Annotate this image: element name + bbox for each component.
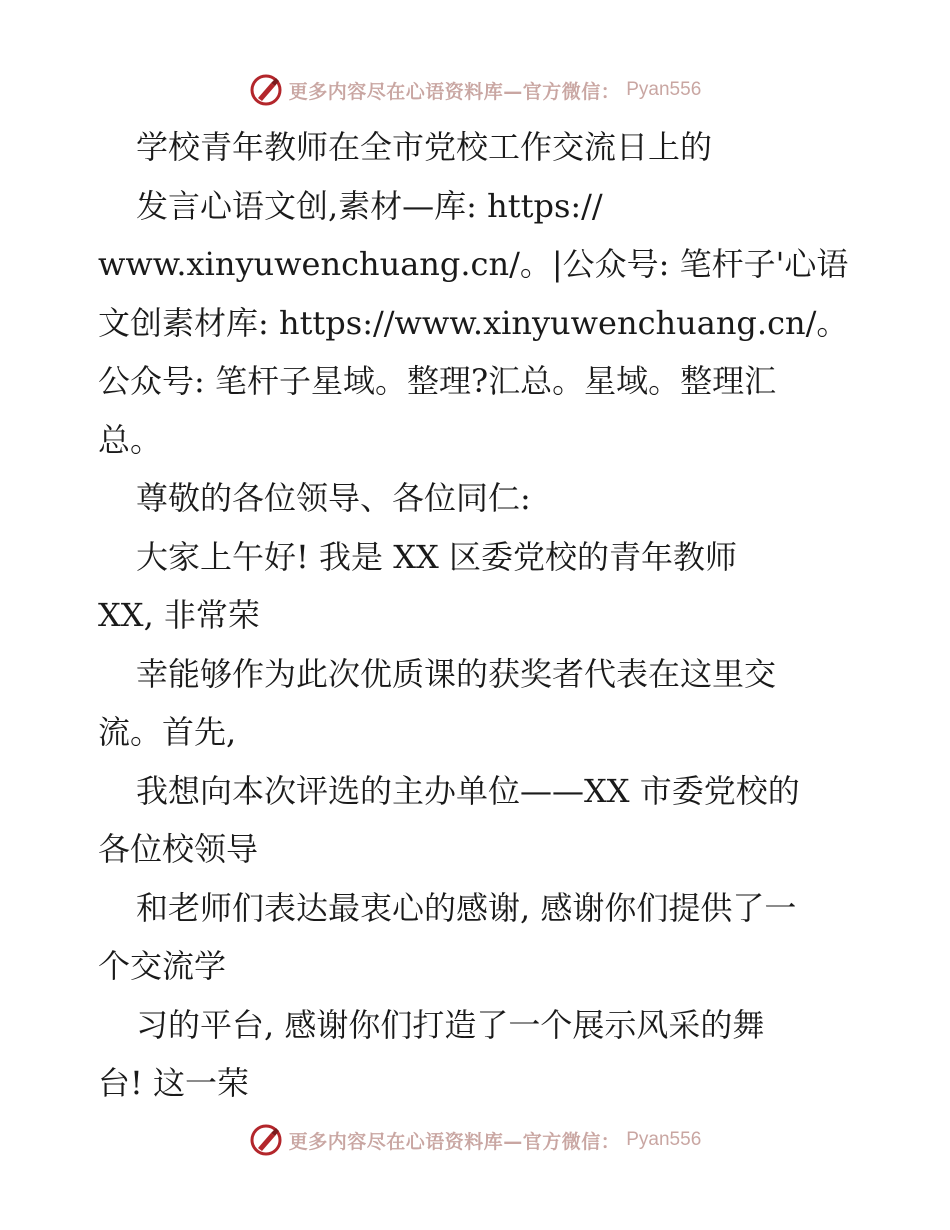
body-line: 总。 — [98, 420, 163, 459]
body-line: 台! 这一荣 — [98, 1064, 250, 1102]
body-line: XX, 非常荣 — [98, 596, 260, 634]
body-line: 流。首先, — [98, 713, 237, 751]
document-body — [98, 118, 858, 1113]
body-line: 尊敬的各位领导、各位同仁: — [136, 479, 531, 517]
header-watermark-banner — [0, 70, 950, 110]
body-line: 大家上午好! 我是 XX 区委党校的青年教师 — [136, 537, 737, 576]
header-banner-wechat-id: Pyan556 — [626, 79, 702, 100]
footer-watermark-banner — [0, 1120, 950, 1160]
body-line: 个交流学 — [98, 947, 227, 985]
body-line: 文创素材库: https://www.xinyuwenchuang.cn/。 — [98, 303, 849, 342]
body-line: 幸能够作为此次优质课的获奖者代表在这里交 — [136, 654, 777, 693]
footer-banner-wechat-id: Pyan556 — [626, 1129, 702, 1150]
body-line: 习的平台, 感谢你们打造了一个展示风采的舞 — [136, 1005, 765, 1044]
footer-banner-text: 更多内容尽在心语资料库—官方微信： — [288, 1130, 621, 1153]
body-line: 各位校领导 — [98, 830, 259, 868]
header-banner-text: 更多内容尽在心语资料库—官方微信： — [288, 80, 621, 103]
pen-logo-icon — [249, 73, 283, 107]
pen-logo-icon — [249, 1123, 283, 1157]
body-line: 我想向本次评选的主办单位——XX 市委党校的 — [136, 771, 800, 810]
body-line: 和老师们表达最衷心的感谢, 感谢你们提供了一 — [136, 888, 797, 927]
body-line: 发言心语文创,素材—库: https:// — [136, 186, 603, 225]
body-line: 学校青年教师在全市党校工作交流日上的 — [136, 128, 713, 166]
body-line: 公众号: 笔杆子星域。整理?汇总。星域。整理汇 — [98, 362, 777, 400]
body-line: www.xinyuwenchuang.cn/。|公众号: 笔杆子'心语 — [98, 245, 849, 283]
